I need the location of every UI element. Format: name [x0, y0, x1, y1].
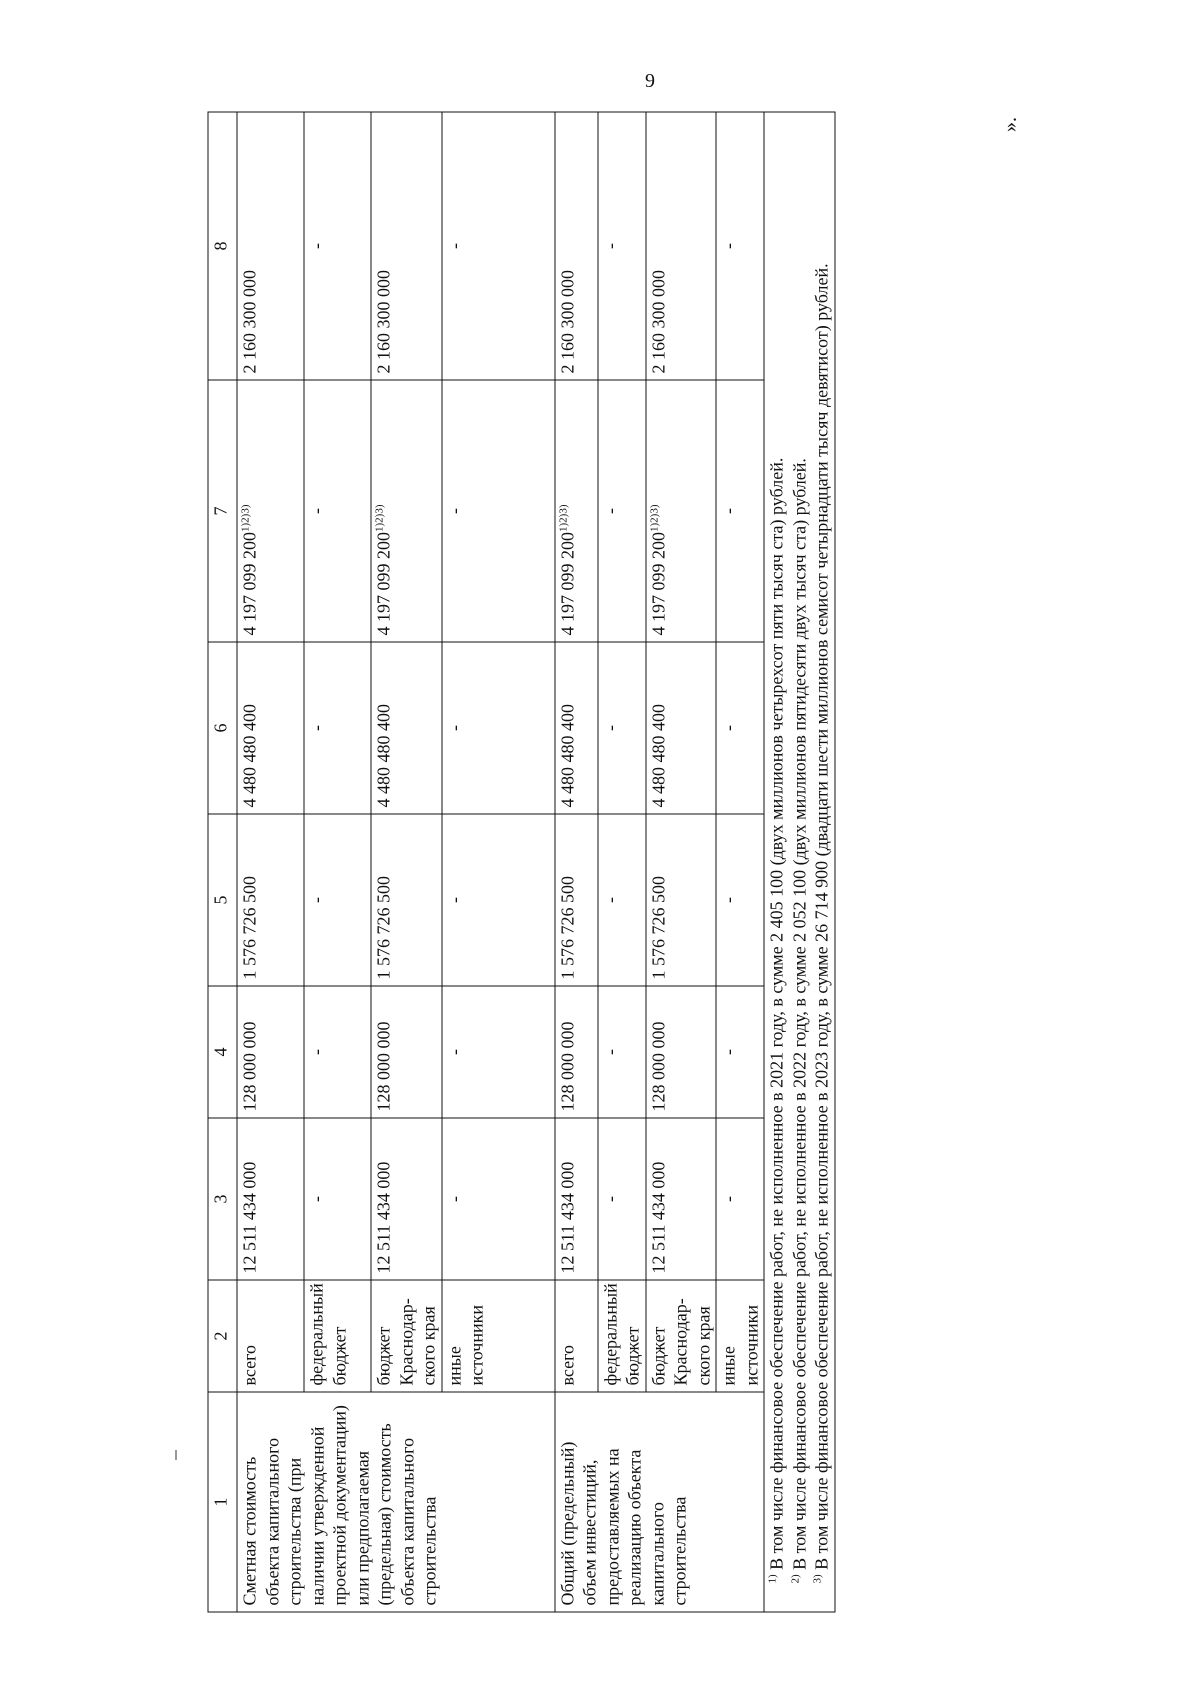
- table-row: [442, 112, 555, 1612]
- column-number: 8: [208, 112, 237, 380]
- amount-cell: 12 511 434 000: [371, 1118, 442, 1280]
- amount-cell: -: [304, 1118, 371, 1280]
- footnote: [811, 119, 834, 1606]
- footnote-text: В том числе финансовое обеспечение работ, не исполненное в 2021 году, в сумме 2 405 100 (двух миллионов четырехсот пяти тысяч ста) рублей.: [766, 457, 787, 1570]
- footnote-text: В том числе финансовое обеспечение работ, не исполненное в 2023 году, в сумме 26 714 900 (двадцати шести миллионов семисот четырнадцати тысяч девятисот) рублей.: [811, 263, 832, 1570]
- table-row: [716, 112, 764, 1612]
- amount-cell: -: [442, 814, 555, 986]
- funding-source: федеральный бюджет: [598, 1280, 646, 1392]
- footnote: [788, 119, 811, 1606]
- amount-cell: -: [598, 642, 646, 814]
- amount-cell: 4 480 480 400: [555, 642, 598, 814]
- amount-cell: -: [304, 814, 371, 986]
- column-number: 6: [208, 642, 237, 814]
- amount-cell: 128 000 000: [237, 986, 304, 1118]
- amount-cell: -: [716, 642, 764, 814]
- amount-cell: 4 480 480 400: [371, 642, 442, 814]
- rotated-table-container: [208, 113, 993, 1613]
- amount-value: 4 197 099 200: [557, 532, 577, 636]
- amount-cell: 1 576 726 500: [237, 814, 304, 986]
- amount-cell: [646, 380, 717, 642]
- column-number-row: [208, 112, 237, 1612]
- funding-source: федеральный бюджет: [304, 1280, 371, 1392]
- footnote-mark: 2): [789, 1574, 801, 1584]
- table-row: [237, 112, 304, 1612]
- amount-cell: 1 576 726 500: [371, 814, 442, 986]
- amount-cell: -: [304, 642, 371, 814]
- footnote-ref: 1)2)3): [373, 504, 386, 532]
- footnote-mark: 1): [766, 1574, 779, 1584]
- amount-cell: 12 511 434 000: [646, 1118, 717, 1280]
- page-number: 9: [645, 70, 655, 92]
- amount-cell: -: [598, 112, 646, 380]
- amount-cell: 128 000 000: [555, 986, 598, 1118]
- amount-cell: -: [304, 986, 371, 1118]
- footnote-text: В том числе финансовое обеспечение работ, не исполненное в 2022 году, в сумме 2 052 100 (двух миллионов пятидесяти двух тысяч ста) рублей.: [789, 458, 809, 1570]
- funding-source: всего: [555, 1280, 598, 1392]
- amount-cell: 2 160 300 000: [555, 112, 598, 380]
- funding-source: бюджет Краснодар-ского края: [646, 1280, 717, 1392]
- amount-cell: -: [716, 1118, 764, 1280]
- amount-cell: 4 480 480 400: [646, 642, 717, 814]
- table-row: [304, 112, 371, 1612]
- column-number: 3: [208, 1118, 237, 1280]
- amount-value: 4 197 099 200: [648, 532, 668, 636]
- funding-source: иные источники: [442, 1280, 555, 1392]
- amount-cell: 128 000 000: [646, 986, 717, 1118]
- amount-cell: [237, 380, 304, 642]
- footnotes-row: [764, 112, 835, 1612]
- amount-cell: -: [598, 986, 646, 1118]
- footnote-ref: 1)2)3): [648, 504, 660, 532]
- funding-source: бюджет Краснодар-ского края: [371, 1280, 442, 1392]
- scan-margin-mark: [175, 1450, 177, 1460]
- amount-cell: 12 511 434 000: [555, 1118, 598, 1280]
- amount-cell: -: [716, 986, 764, 1118]
- amount-cell: -: [304, 380, 371, 642]
- amount-cell: -: [598, 814, 646, 986]
- amount-cell: 2 160 300 000: [646, 112, 717, 380]
- footnote-mark: 3): [811, 1574, 824, 1584]
- footnotes: [764, 112, 835, 1612]
- table-row: [555, 112, 598, 1612]
- amount-cell: -: [442, 380, 555, 642]
- column-number: 5: [208, 814, 237, 986]
- table-row: [598, 112, 646, 1612]
- amount-cell: [555, 380, 598, 642]
- column-number: 7: [208, 380, 237, 642]
- amount-cell: -: [598, 380, 646, 642]
- amount-cell: -: [598, 1118, 646, 1280]
- column-number: 2: [208, 1280, 237, 1392]
- section-label: Сметная стоимость объекта капитального строительства (при наличии утвержденной проектной документации) или предполагаемая (предельная) стоимость объекта капитального строительства: [237, 1392, 555, 1612]
- amount-value: 4 197 099 200: [373, 532, 394, 636]
- closing-quote-mark: ».: [999, 117, 1021, 132]
- footnote-ref: 1)2)3): [557, 504, 569, 532]
- column-number: 4: [208, 986, 237, 1118]
- section-label: Общий (предельный) объем инвестиций, предоставляемых на реализацию объекта капитального строительства: [555, 1392, 765, 1612]
- amount-cell: -: [716, 380, 764, 642]
- amount-cell: -: [442, 112, 555, 380]
- amount-cell: -: [304, 112, 371, 380]
- investment-table: [208, 112, 836, 1613]
- table-row: [371, 112, 442, 1612]
- footnote-ref: 1)2)3): [239, 504, 252, 532]
- amount-cell: -: [716, 112, 764, 380]
- amount-cell: -: [442, 986, 555, 1118]
- amount-cell: 2 160 300 000: [371, 112, 442, 380]
- footnote: [766, 119, 789, 1606]
- amount-cell: 1 576 726 500: [646, 814, 717, 986]
- funding-source: иные источники: [716, 1280, 764, 1392]
- amount-cell: -: [716, 814, 764, 986]
- amount-cell: 128 000 000: [371, 986, 442, 1118]
- amount-cell: 1 576 726 500: [555, 814, 598, 986]
- table-row: [646, 112, 717, 1612]
- amount-cell: -: [442, 1118, 555, 1280]
- funding-source: всего: [237, 1280, 304, 1392]
- amount-cell: 4 480 480 400: [237, 642, 304, 814]
- amount-cell: [371, 380, 442, 642]
- amount-cell: 12 511 434 000: [237, 1118, 304, 1280]
- amount-cell: -: [442, 642, 555, 814]
- column-number: 1: [208, 1392, 237, 1612]
- amount-cell: 2 160 300 000: [237, 112, 304, 380]
- amount-value: 4 197 099 200: [239, 532, 260, 636]
